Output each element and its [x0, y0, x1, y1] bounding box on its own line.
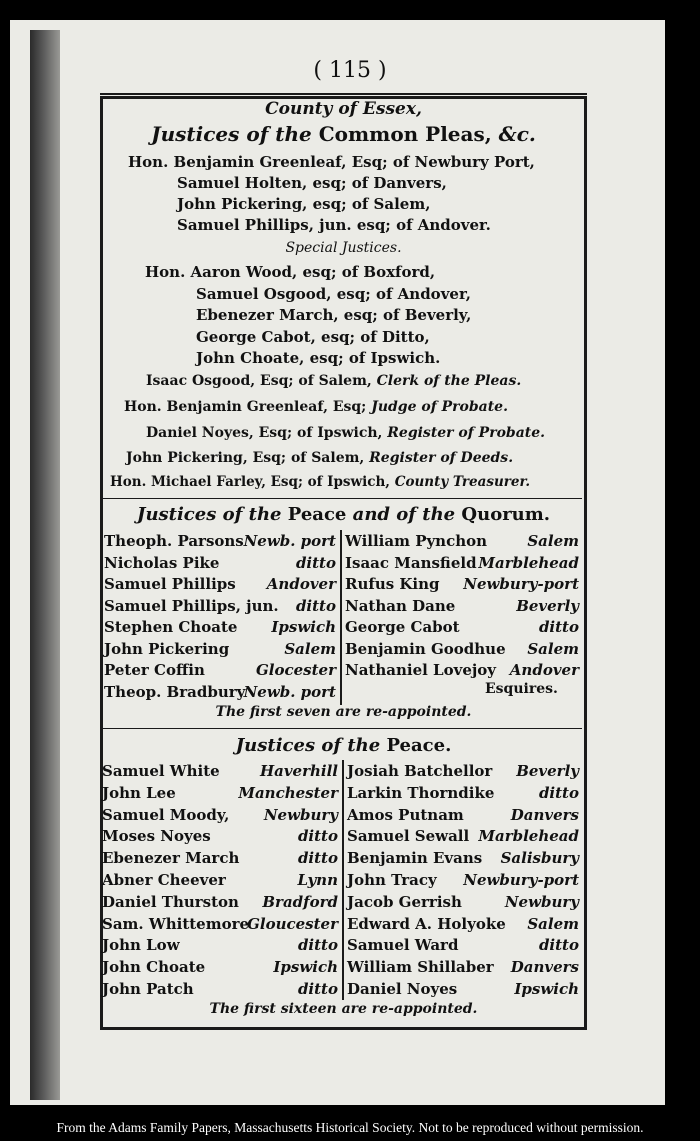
justice-name: John Pickering [104, 639, 230, 658]
peace-note: The first sixteen are re-appointed. [209, 1001, 478, 1017]
copyright-footer: From the Adams Family Papers, Massachusetts Historical Society. Not to be reproduced without permission. [56, 1120, 644, 1135]
justice-town: Salem [527, 639, 579, 658]
justice-row [345, 661, 579, 681]
justice-name: Samuel Phillips [104, 575, 236, 593]
esquires-label: Esquires. [485, 681, 558, 697]
top-rule [100, 93, 587, 95]
justice-row [345, 618, 579, 638]
justice-row [347, 871, 579, 891]
justice-row [102, 784, 338, 804]
justice-name: Nicholas Pike [104, 553, 220, 572]
justice-row [347, 958, 579, 978]
justice-row [102, 915, 338, 935]
special-justices-heading: Special Justices. [285, 240, 402, 256]
justice-town: ditto [538, 783, 579, 802]
peace-heading [100, 735, 587, 756]
justice-row [104, 661, 336, 681]
justice-town: Ipswich [271, 618, 336, 636]
justice-name: Nathan Dane [345, 596, 456, 615]
justice-name: Sam. Whittemore [102, 914, 250, 933]
justice-name: John Patch [102, 980, 194, 998]
justice-town: ditto [295, 553, 336, 572]
common-pleas-line: John Pickering, esq; of Salem, [177, 195, 431, 213]
justice-name: Samuel Sewall [347, 827, 470, 846]
justice-name: Rufus King [345, 575, 440, 593]
quorum-heading-a: Justices of the [136, 504, 282, 525]
special-justice-line: Ebenezer March, esq; of Beverly, [196, 306, 472, 324]
quorum-note: The first seven are re-appointed. [215, 704, 472, 720]
justice-row [104, 683, 336, 703]
county-heading: County of Essex, [265, 99, 422, 119]
justice-town: ditto [297, 849, 338, 868]
justice-town: Ipswich [514, 980, 579, 998]
justice-name: William Shillaber [347, 958, 494, 977]
justice-name: Samuel Moody, [102, 805, 230, 824]
justice-row [345, 532, 579, 552]
justice-row [345, 640, 579, 660]
justice-name: John Tracy [347, 871, 437, 889]
justice-town: Beverly [516, 762, 579, 780]
justice-name: Larkin Thorndike [347, 783, 495, 802]
special-justice-line: Samuel Osgood, esq; of Andover, [196, 285, 471, 303]
special-justice-line: Hon. Aaron Wood, esq; of Boxford, [145, 263, 436, 281]
justice-name: Abner Cheever [102, 871, 226, 889]
special-justice-line: George Cabot, esq; of Ditto, [196, 328, 430, 346]
justice-name: Ebenezer March [102, 849, 240, 868]
officer-office: Clerk of the Pleas. [376, 373, 522, 389]
justice-row [102, 980, 338, 1000]
officer-line [124, 399, 508, 415]
justice-town: Salisbury [500, 849, 579, 868]
justice-name: Stephen Choate [104, 618, 238, 636]
common-pleas-heading [100, 122, 587, 146]
justice-town: Bradford [262, 892, 338, 911]
justice-row [104, 554, 336, 574]
justice-row [102, 936, 338, 956]
justice-town: Newbury [504, 892, 579, 911]
officer-name: Hon. Michael Farley, Esq; of Ipswich, [110, 474, 390, 490]
justice-town: Ipswich [273, 958, 338, 977]
officer-office: Register of Deeds. [369, 450, 514, 466]
justice-row [104, 640, 336, 660]
officer-name: Hon. Benjamin Greenleaf, Esq; [124, 399, 367, 415]
justice-town: Salem [527, 532, 579, 550]
justice-row [345, 575, 579, 595]
justice-row [347, 762, 579, 782]
justice-name: Benjamin Goodhue [345, 639, 506, 658]
justice-row [345, 597, 579, 617]
justice-town: ditto [297, 980, 338, 998]
quorum-heading-c: and of the [352, 504, 456, 525]
justice-town: Salem [527, 914, 579, 933]
peace-column-divider [342, 760, 344, 1000]
justice-town: Marblehead [478, 553, 579, 572]
common-pleas-line: Hon. Benjamin Greenleaf, Esq; of Newbury Port, [128, 153, 535, 171]
justice-name: Isaac Mansfield [345, 553, 477, 572]
justice-town: Newbury [263, 805, 338, 824]
peace-heading-b: Peace. [386, 735, 452, 756]
officer-office: Register of Probate. [387, 425, 546, 441]
justice-name: Moses Noyes [102, 827, 211, 846]
justice-row [347, 827, 579, 847]
justice-town: Andover [266, 575, 336, 593]
justice-name: John Choate [102, 958, 206, 977]
quorum-heading-d: Quorum. [461, 504, 551, 525]
section-rule [102, 498, 582, 499]
justice-town: Newb. port [243, 532, 336, 550]
justice-town: Andover [509, 661, 579, 679]
justice-row [102, 849, 338, 869]
justice-town: Newb. port [243, 682, 336, 701]
officer-name: Daniel Noyes, Esq; of Ipswich, [146, 425, 383, 441]
justice-row [102, 893, 338, 913]
officer-name: Isaac Osgood, Esq; of Salem, [146, 373, 372, 389]
common-pleas-line: Samuel Holten, esq; of Danvers, [177, 174, 447, 192]
peace-heading-a: Justices of the [235, 735, 381, 756]
justice-row [347, 893, 579, 913]
justice-town: Newbury-port [463, 575, 579, 593]
justice-town: Glocester [255, 661, 336, 679]
quorum-heading-b: Peace [287, 504, 347, 525]
justice-name: Daniel Noyes [347, 980, 458, 998]
page-number: ( 115 ) [313, 58, 387, 83]
justice-town: Salem [284, 639, 336, 658]
section-rule [102, 728, 582, 729]
heading-italic: Justices of the [151, 122, 312, 146]
justice-town: ditto [295, 596, 336, 615]
justice-town: ditto [297, 936, 338, 955]
justice-name: Edward A. Holyoke [347, 914, 506, 933]
justice-row [347, 806, 579, 826]
justice-name: John Low [102, 936, 180, 955]
justice-row [102, 958, 338, 978]
justice-name: Peter Coffin [104, 661, 205, 679]
quorum-heading [100, 504, 587, 525]
justice-row [104, 618, 336, 638]
justice-name: Benjamin Evans [347, 849, 483, 868]
justice-name: Josiah Batchellor [347, 762, 493, 780]
heading-roman: Common Pleas, [318, 122, 492, 146]
special-justice-line: John Choate, esq; of Ipswich. [196, 349, 441, 367]
justice-town: Beverly [516, 596, 579, 615]
justice-town: Manchester [238, 783, 338, 802]
officer-line [146, 373, 521, 389]
justice-row [347, 980, 579, 1000]
justice-name: John Lee [102, 783, 176, 802]
justice-row [347, 849, 579, 869]
common-pleas-line: Samuel Phillips, jun. esq; of Andover. [177, 216, 491, 234]
justice-name: Jacob Gerrish [347, 892, 462, 911]
justice-town: Haverhill [259, 762, 338, 780]
justice-town: Newbury-port [463, 871, 579, 889]
quorum-column-divider [340, 530, 342, 705]
justice-row [102, 806, 338, 826]
justice-row [347, 915, 579, 935]
officer-office: Judge of Probate. [371, 399, 508, 415]
binding-gutter [30, 30, 60, 1100]
justice-name: George Cabot [345, 618, 460, 636]
justice-name: Amos Putnam [347, 805, 464, 824]
officer-line [126, 450, 513, 466]
justice-row [104, 532, 336, 552]
justice-row [347, 784, 579, 804]
justice-row [347, 936, 579, 956]
officer-line [110, 474, 530, 490]
justice-town: Danvers [510, 805, 579, 824]
justice-row [102, 762, 338, 782]
justice-name: Nathaniel Lovejoy [345, 661, 497, 679]
justice-row [102, 871, 338, 891]
justice-name: Samuel Phillips, jun. [104, 596, 279, 615]
justice-town: ditto [297, 827, 338, 846]
justice-row [345, 554, 579, 574]
justice-town: Lynn [297, 871, 338, 889]
justice-town: Marblehead [478, 827, 579, 846]
justice-town: ditto [538, 618, 579, 636]
officer-line [146, 425, 545, 441]
justice-name: Samuel White [102, 762, 220, 780]
justice-name: Theop. Bradbury [104, 682, 246, 701]
heading-end: &c. [498, 122, 536, 146]
officer-office: County Treasurer. [394, 474, 531, 490]
justice-name: Theoph. Parsons [104, 532, 244, 550]
officer-name: John Pickering, Esq; of Salem, [126, 450, 365, 466]
justice-name: Daniel Thurston [102, 892, 239, 911]
justice-row [102, 827, 338, 847]
justice-name: Samuel Ward [347, 936, 459, 955]
justice-town: Danvers [510, 958, 579, 977]
justice-town: ditto [538, 936, 579, 955]
justice-row [104, 597, 336, 617]
justice-name: William Pynchon [345, 532, 488, 550]
justice-row [104, 575, 336, 595]
justice-town: Gloucester [247, 914, 338, 933]
